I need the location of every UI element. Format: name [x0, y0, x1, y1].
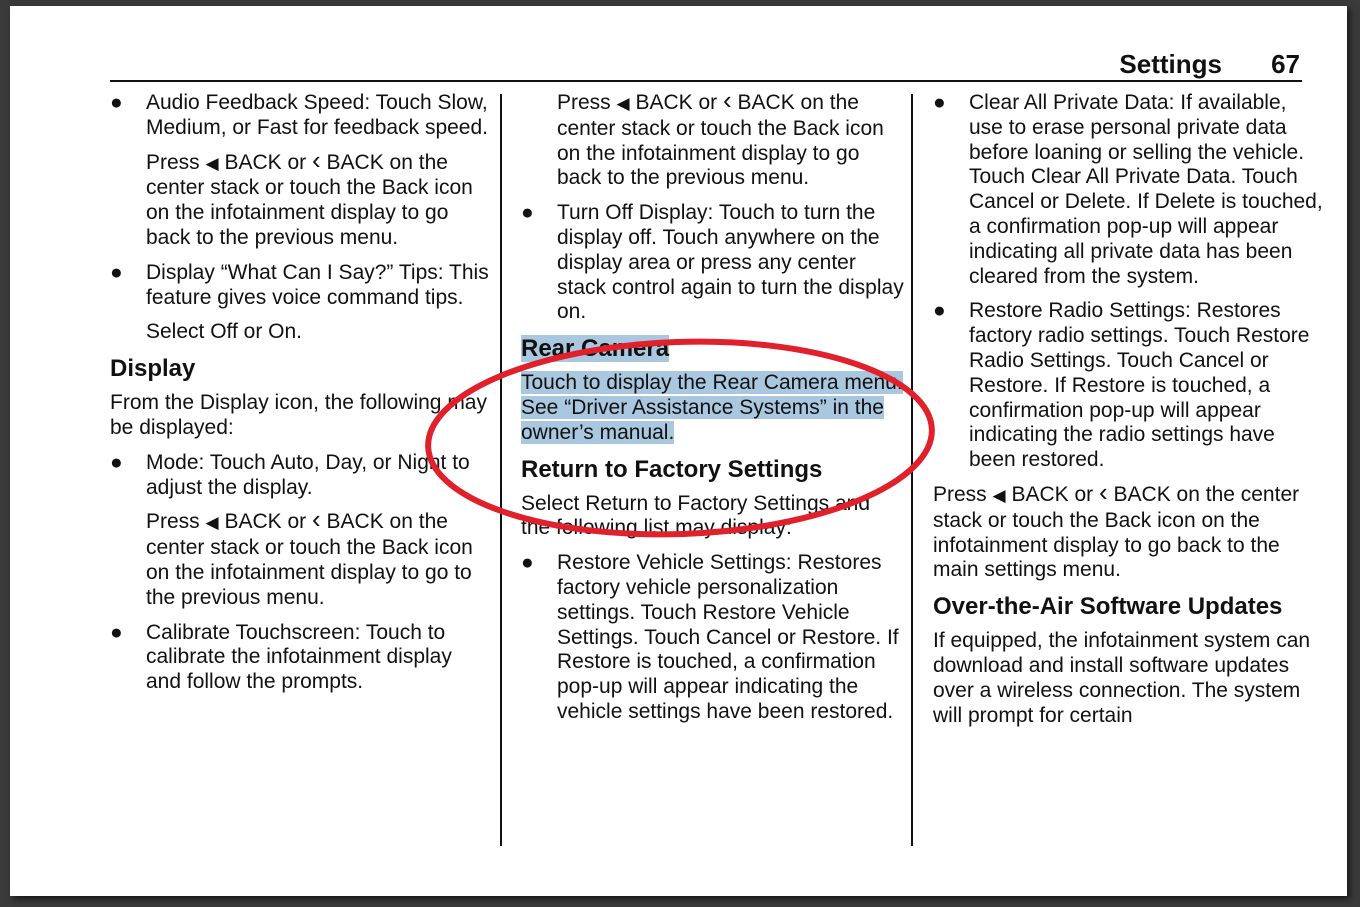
- list-item: ● Turn Off Display: Touch to turn the display off. Touch anywhere on the display area or press any center stack control again to turn the display on.: [521, 201, 904, 324]
- list-item: ● Clear All Private Data: If available, use to erase personal private data before loaning or selling the vehicle. Touch Clear All Private Data. Touch Cancel or Delete. If Delete is touched, a confirmation pop-up will appear indicating all private data has been cleared from the system.: [933, 91, 1323, 288]
- heading-factory-settings: Return to Factory Settings: [521, 455, 823, 483]
- bullet-icon: ●: [521, 201, 534, 225]
- back-chevron-icon: ‹: [1099, 476, 1108, 507]
- list-item: ● Display “What Can I Say?” Tips: This feature gives voice command tips.: [110, 260, 489, 309]
- bullet-icon: ●: [110, 260, 123, 284]
- bullet-icon: ●: [521, 551, 534, 575]
- rear-camera-text: Touch to display the Rear Camera menu. See “Driver Assistance Systems” in the owner’s manual.: [521, 371, 903, 444]
- heading-ota-updates: Over-the-Air Software Updates: [933, 593, 1283, 621]
- bullet-icon: ●: [933, 299, 946, 323]
- paragraph: If equipped, the infotainment system can download and install software updates over a wireless connection. The system will prompt for certain: [933, 629, 1311, 727]
- back-triangle-icon: ◀: [992, 485, 1006, 505]
- back-instruction: Press ◀ BACK or ‹ BACK on the center stack or touch the Back icon on the infotainment display to go to the previous menu.: [146, 504, 473, 609]
- column-divider: [500, 94, 502, 846]
- back-instruction: Press ◀ BACK or ‹ BACK on the center stack or touch the Back icon on the infotainment display to go back to the main settings menu.: [933, 476, 1300, 582]
- page-header: [110, 48, 1302, 82]
- back-chevron-icon: ‹: [312, 504, 321, 535]
- back-chevron-icon: ‹: [312, 144, 321, 175]
- list-item: ● Restore Radio Settings: Restores factory radio settings. Touch Restore Radio Settings. Touch Cancel or Restore. If Restore is touched, a confirmation pop-up will appear indicating the radio settings have been restored.: [933, 299, 1310, 472]
- back-chevron-icon: ‹: [723, 85, 732, 115]
- heading-display: Display: [110, 355, 196, 383]
- bullet-icon: ●: [110, 450, 123, 474]
- paragraph: From the Display icon, the following may be displayed:: [110, 391, 487, 439]
- back-instruction: Press ◀ BACK or ‹ BACK on the center stack or touch the Back icon on the infotainment display to go back to the previous menu.: [146, 144, 473, 249]
- list-item: ● Calibrate Touchscreen: Touch to calibrate the infotainment display and follow the prompts.: [110, 620, 452, 694]
- bullet-icon: ●: [933, 91, 946, 114]
- heading-rear-camera: Rear Camera: [521, 335, 670, 363]
- back-triangle-icon: ◀: [616, 94, 630, 113]
- paragraph: Select Return to Factory Settings and the following list may display:: [521, 491, 871, 540]
- paragraph: Select Off or On.: [146, 320, 303, 344]
- back-triangle-icon: ◀: [205, 153, 219, 173]
- list-item: ● Restore Vehicle Settings: Restores factory vehicle personalization settings. Touch Restore Vehicle Settings. Touch Cancel or Restore. If Restore is touched, a confirmation pop-up will appear indicating the vehicle settings have been restored.: [521, 551, 899, 723]
- column-2: [521, 85, 905, 735]
- bullet-icon: ●: [110, 620, 123, 644]
- manual-page: [10, 6, 1347, 896]
- back-triangle-icon: ◀: [205, 513, 219, 533]
- list-item: ● Mode: Touch Auto, Day, or Night to adjust the display.: [110, 450, 470, 499]
- column-divider: [911, 94, 913, 846]
- bullet-icon: ●: [110, 91, 123, 114]
- section-title: Settings: [1119, 49, 1222, 79]
- list-item: ● Audio Feedback Speed: Touch Slow, Medium, or Fast for feedback speed.: [110, 91, 488, 139]
- column-1: [110, 91, 490, 705]
- back-instruction: Press ◀ BACK or ‹ BACK on the center stack or touch the Back icon on the infotainment display to go back to the previous menu.: [557, 85, 884, 190]
- page-number: 67: [1271, 49, 1300, 79]
- column-3: [933, 91, 1323, 738]
